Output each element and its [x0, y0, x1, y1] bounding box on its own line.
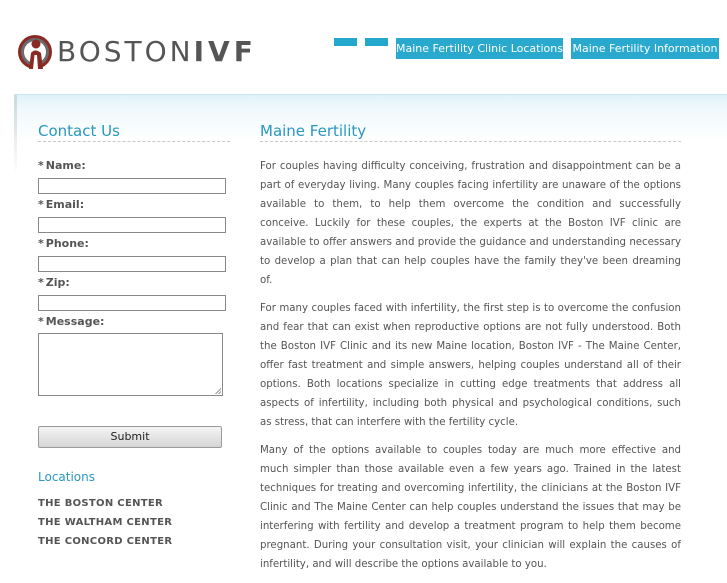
email-field[interactable] [38, 217, 226, 233]
logo-text-boston: BOSTON [57, 35, 194, 68]
article-body [260, 157, 681, 583]
message-textarea[interactable] [38, 333, 223, 396]
logo-wordmark [57, 35, 257, 68]
message-label: * Message: [38, 315, 105, 328]
name-field[interactable] [38, 178, 226, 194]
logo-text-ivf: IVF [193, 35, 257, 68]
site-logo[interactable] [17, 33, 257, 71]
logo-mark-icon [17, 33, 53, 71]
contact-us-heading: Contact Us [38, 122, 120, 140]
divider [260, 141, 681, 142]
email-label: * Email: [38, 198, 85, 211]
zip-field[interactable] [38, 295, 226, 311]
nav-maine-fertility-information[interactable]: Maine Fertility Information [571, 38, 719, 59]
resize-handle-icon[interactable] [214, 387, 221, 394]
content-shadow [14, 95, 17, 175]
article-paragraph: For many couples faced with infertility, the first step is to overcome the confusion and fear that can exist when reproductive options are not fully understood. Both the Boston IVF Clinic and its new Maine location, Boston IVF - The Maine Center, offer fast treatment and simple answers, helping couples understand all of their options. Both locations specialize in cutting edge treatments that address all aspects of infertility, including both physical and psychological conditions, such as stress, that can interfere with the fertility cycle. [260, 303, 681, 428]
submit-button[interactable]: Submit [38, 426, 222, 448]
divider [38, 141, 230, 142]
article-paragraph: Many of the options available to couples today are much more effective and much simpler than those available even a few years ago. Trained in the latest techniques for treating and overcoming infertility, the clinicians at the Boston IVF Clinic and The Maine Center can help couples understand the issues that may be interfering with fertility and develop a treatment program to help them become pregnant. During your consultation visit, your clinician will explain the causes of infertility, and will describe the options available to you. [260, 445, 681, 570]
location-link-waltham[interactable]: THE WALTHAM CENTER [38, 517, 173, 528]
phone-field[interactable] [38, 256, 226, 272]
location-link-concord[interactable]: THE CONCORD CENTER [38, 536, 173, 547]
zip-label: * Zip: [38, 276, 70, 289]
site-header [0, 0, 727, 95]
page-title: Maine Fertility [260, 122, 367, 140]
locations-heading: Locations [38, 470, 96, 484]
location-link-boston[interactable]: THE BOSTON CENTER [38, 498, 163, 509]
nav-maine-fertility-clinic-locations[interactable]: Maine Fertility Clinic Locations [396, 38, 563, 59]
nav-tab-stub[interactable] [365, 38, 388, 46]
name-label: * Name: [38, 159, 86, 172]
nav-tab-stub[interactable] [334, 38, 357, 46]
article-paragraph: For couples having difficulty conceiving, frustration and disappointment can be a part of everyday living. Many couples facing infertility are unaware of the options available to them, to help them overcome the condition and successfully conceive. Luckily for these couples, the experts at the Boston IVF clinic are available to offer answers and provide the guidance and understanding necessary to develop a plan that can help couples have the family they've been dreaming of. [260, 161, 681, 286]
phone-label: * Phone: [38, 237, 89, 250]
